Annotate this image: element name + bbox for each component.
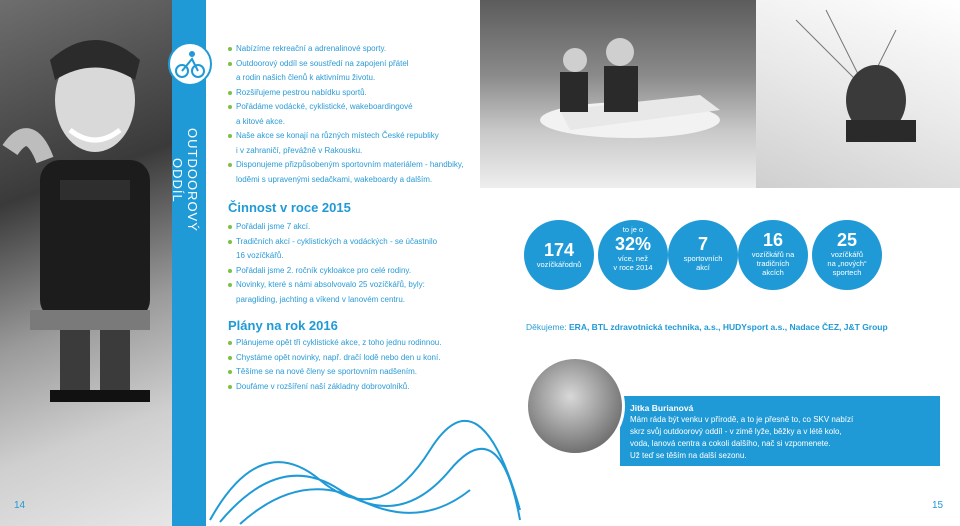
intro-list bbox=[228, 42, 464, 187]
list-item: Rozšiřujeme pestrou nabídku sportů. bbox=[228, 86, 464, 101]
sponsor-list: ERA, BTL zdravotnická technika, a.s., HUDYsport a.s., Nadace ČEZ, J&T Group bbox=[569, 322, 888, 332]
section-title: OUTDOOROVÝ ODDÍL bbox=[170, 128, 200, 232]
stat-label: v roce 2014 bbox=[613, 263, 653, 272]
quote-line: Mám ráda být venku v přírodě, a to je přesně to, co SKV nabízí bbox=[630, 415, 854, 424]
stat-value: 32% bbox=[614, 234, 652, 254]
list-item: Naše akce se konají na různých místech České republiky bbox=[228, 129, 464, 144]
stat-label: na „nových“ bbox=[827, 259, 867, 268]
stat-label: vozíčkářů na bbox=[751, 250, 795, 259]
stat-label: akcí bbox=[696, 263, 710, 272]
quote-line: skrz svůj outdoorový oddíl - v zimě lyže, běžky a v létě kolo, bbox=[630, 427, 842, 436]
list-item: paragliding, jachting a víkend v lanovém centru. bbox=[236, 294, 405, 304]
list-item: Tradičních akcí - cyklistických a vodáckých - se účastnilo bbox=[228, 235, 437, 250]
stat-label: akcích bbox=[762, 268, 784, 277]
list-item: Pořádali jsme 2. ročník cykloakce pro celé rodiny. bbox=[228, 264, 437, 279]
list-item: Disponujeme přizpůsobeným sportovním materiálem - handbiky, bbox=[228, 158, 464, 173]
stat-label: vozíčkářů bbox=[830, 250, 864, 259]
list-item: Těšíme se na nové členy se sportovním nadšením. bbox=[228, 365, 441, 380]
list-item: Pořádali jsme 7 akcí. bbox=[228, 220, 437, 235]
page-number-right: 15 bbox=[932, 500, 944, 511]
portrait-photo bbox=[525, 356, 625, 456]
list-item: Pořádáme vodácké, cyklistické, wakeboardingové bbox=[228, 100, 464, 115]
list-item: a kitové akce. bbox=[236, 116, 285, 126]
plans-list bbox=[228, 336, 441, 394]
thanks-prefix: Děkujeme: bbox=[526, 322, 567, 332]
jetski-photo bbox=[480, 0, 756, 188]
stat-circle bbox=[524, 220, 594, 290]
activity-heading: Činnost v roce 2015 bbox=[228, 200, 351, 215]
quote-line: voda, lanová centra a cokoli dalšího, nač si vzpomenete. bbox=[630, 439, 831, 448]
quote-author: Jitka Burianová bbox=[630, 403, 694, 413]
paragliding-photo bbox=[756, 0, 960, 188]
stat-label: sportech bbox=[832, 268, 862, 277]
list-item: Chystáme opět novinky, např. dračí lodě nebo den u koní. bbox=[228, 351, 441, 366]
stat-value: 174 bbox=[543, 240, 575, 260]
stat-label: vozíčkářodnů bbox=[536, 260, 582, 269]
wakeboarder-photo bbox=[0, 0, 172, 526]
activity-list bbox=[228, 220, 437, 307]
list-item: Outdoorový oddíl se soustředí na zapojení přátel bbox=[228, 57, 464, 72]
quote-box bbox=[620, 396, 940, 466]
list-item: Doufáme v rozšíření naší základny dobrovolníků. bbox=[228, 380, 441, 395]
stat-value: 7 bbox=[697, 234, 708, 254]
plans-heading: Plány na rok 2016 bbox=[228, 318, 338, 333]
wave-decoration bbox=[200, 390, 530, 526]
stat-circle bbox=[598, 220, 668, 290]
stat-value: 16 bbox=[762, 230, 784, 250]
list-item: a rodin našich členů k aktivnímu životu. bbox=[236, 73, 376, 82]
stat-circle bbox=[812, 220, 882, 290]
stat-circle bbox=[738, 220, 808, 290]
stat-circle bbox=[668, 220, 738, 290]
stat-prefix: to je o bbox=[622, 225, 644, 234]
stat-label: tradičních bbox=[756, 259, 790, 268]
quote-line: Už teď se těším na další sezonu. bbox=[630, 451, 747, 460]
list-item: i v zahraničí, převážně v Rakousku. bbox=[236, 145, 363, 155]
list-item: Novinky, které s námi absolvovalo 25 vozíčkářů, byly: bbox=[228, 278, 437, 293]
stat-value: 25 bbox=[836, 230, 858, 250]
list-item: Plánujeme opět tři cyklistické akce, z toho jednu rodinnou. bbox=[228, 336, 441, 351]
list-item: 16 vozíčkářů. bbox=[236, 251, 284, 260]
page-number-left: 14 bbox=[14, 500, 26, 511]
stat-label: více, než bbox=[617, 254, 648, 263]
thanks-line bbox=[526, 322, 888, 332]
list-item: Nabízíme rekreační a adrenalinové sporty. bbox=[228, 42, 464, 57]
list-item: loděmi s upravenými sedačkami, wakeboardy a dalším. bbox=[236, 174, 433, 184]
stat-label: sportovních bbox=[683, 254, 723, 263]
handbike-logo-icon bbox=[168, 42, 212, 86]
